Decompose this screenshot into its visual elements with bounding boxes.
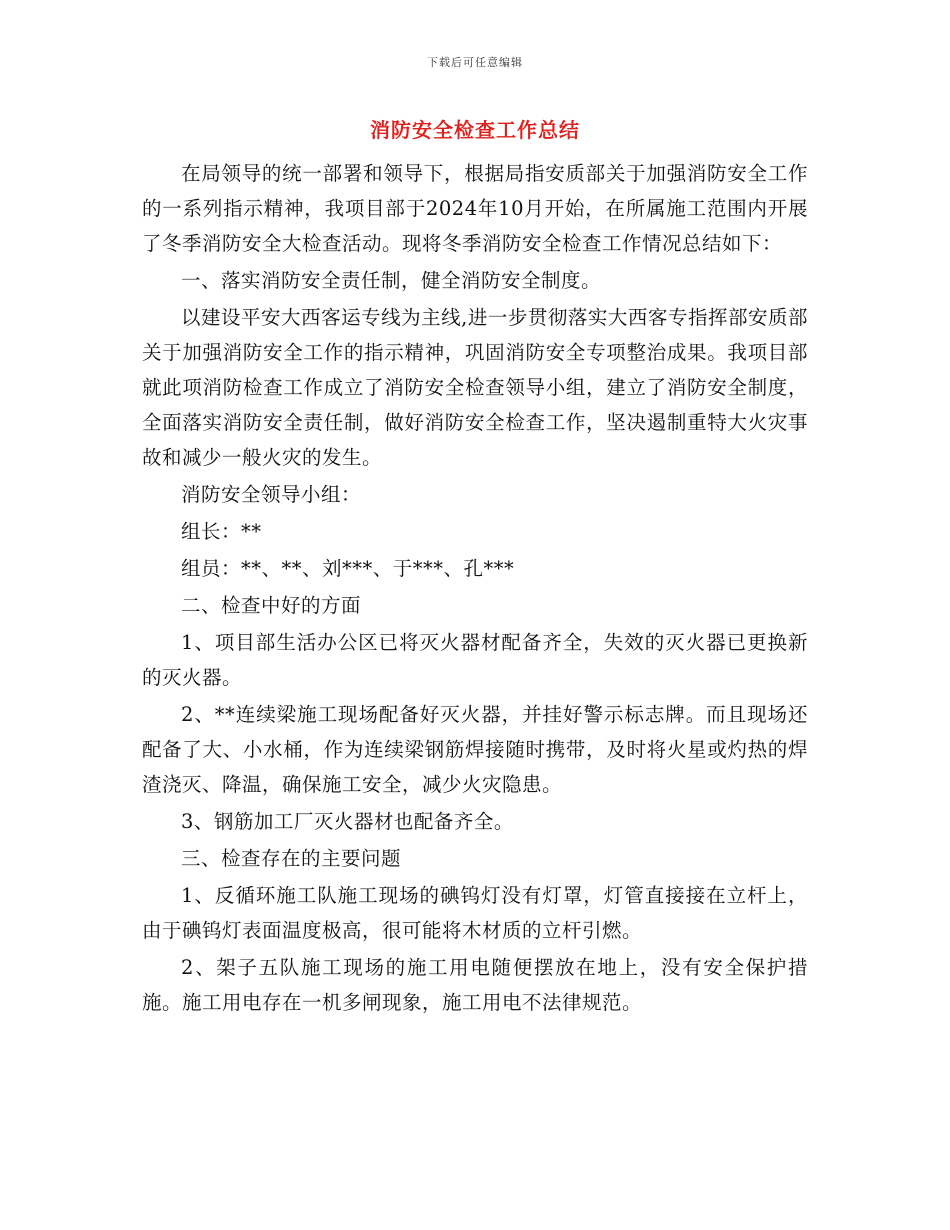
section-heading-1: 一、落实消防安全责任制，健全消防安全制度。	[181, 269, 602, 292]
paragraph-problem-item-2: 2、架子五队施工现场的施工用电随便摆放在地上，没有安全保护措施。施工用电存在一机多闸现象，施工用电不法律规范。	[142, 956, 808, 1014]
section-heading-2: 二、检查中好的方面	[181, 594, 362, 617]
paragraph-good-item-1: 1、项目部生活办公区已将灭火器材配备齐全，失效的灭火器已更换新的灭火器。	[142, 631, 808, 689]
paragraph-group-leader: 组长：**	[181, 520, 262, 543]
paragraph-good-item-3: 3、钢筋加工厂灭火器材也配备齐全。	[181, 810, 514, 833]
paragraph-problem-item-1: 1、反循环施工队施工现场的碘钨灯没有灯罩，灯管直接接在立杆上，由于碘钨灯表面温度极高，很可能将木材质的立杆引燃。	[142, 884, 808, 942]
paragraph-good-item-2: 2、**连续梁施工现场配备好灭火器，并挂好警示标志牌。而且现场还配备了大、小水桶，作为连续梁钢筋焊接随时携带，及时将火星或灼热的焊渣浇灭、降温，确保施工安全，减少火灾隐患。	[142, 703, 808, 796]
section-heading-3: 三、检查存在的主要问题	[181, 847, 402, 870]
paragraph-group-members: 组员：**、**、刘***、于***、孔***	[181, 557, 515, 580]
paragraph-section-1: 以建设平安大西客运专线为主线,进一步贯彻落实大西客专指挥部安质部关于加强消防安全工作的指示精神，巩固消防安全专项整治成果。我项目部就此项消防检查工作成立了消防安全检查领导小组，建立了消防安全制度，全面落实消防安全责任制，做好消防安全检查工作，坚决遏制重特大火灾事故和减少一般火灾的发生。	[142, 306, 808, 469]
header-note: 下载后可任意编辑	[427, 56, 523, 69]
paragraph-leadership-group: 消防安全领导小组：	[181, 483, 362, 506]
paragraph-intro: 在局领导的统一部署和领导下，根据局指安质部关于加强消防安全工作的一系列指示精神，我项目部于2024年10月开始，在所属施工范围内开展了冬季消防安全大检查活动。现将冬季消防安全检查工作情况总结如下：	[142, 162, 808, 255]
document-body	[142, 156, 808, 1022]
document-title: 消防安全检查工作总结	[370, 118, 580, 142]
